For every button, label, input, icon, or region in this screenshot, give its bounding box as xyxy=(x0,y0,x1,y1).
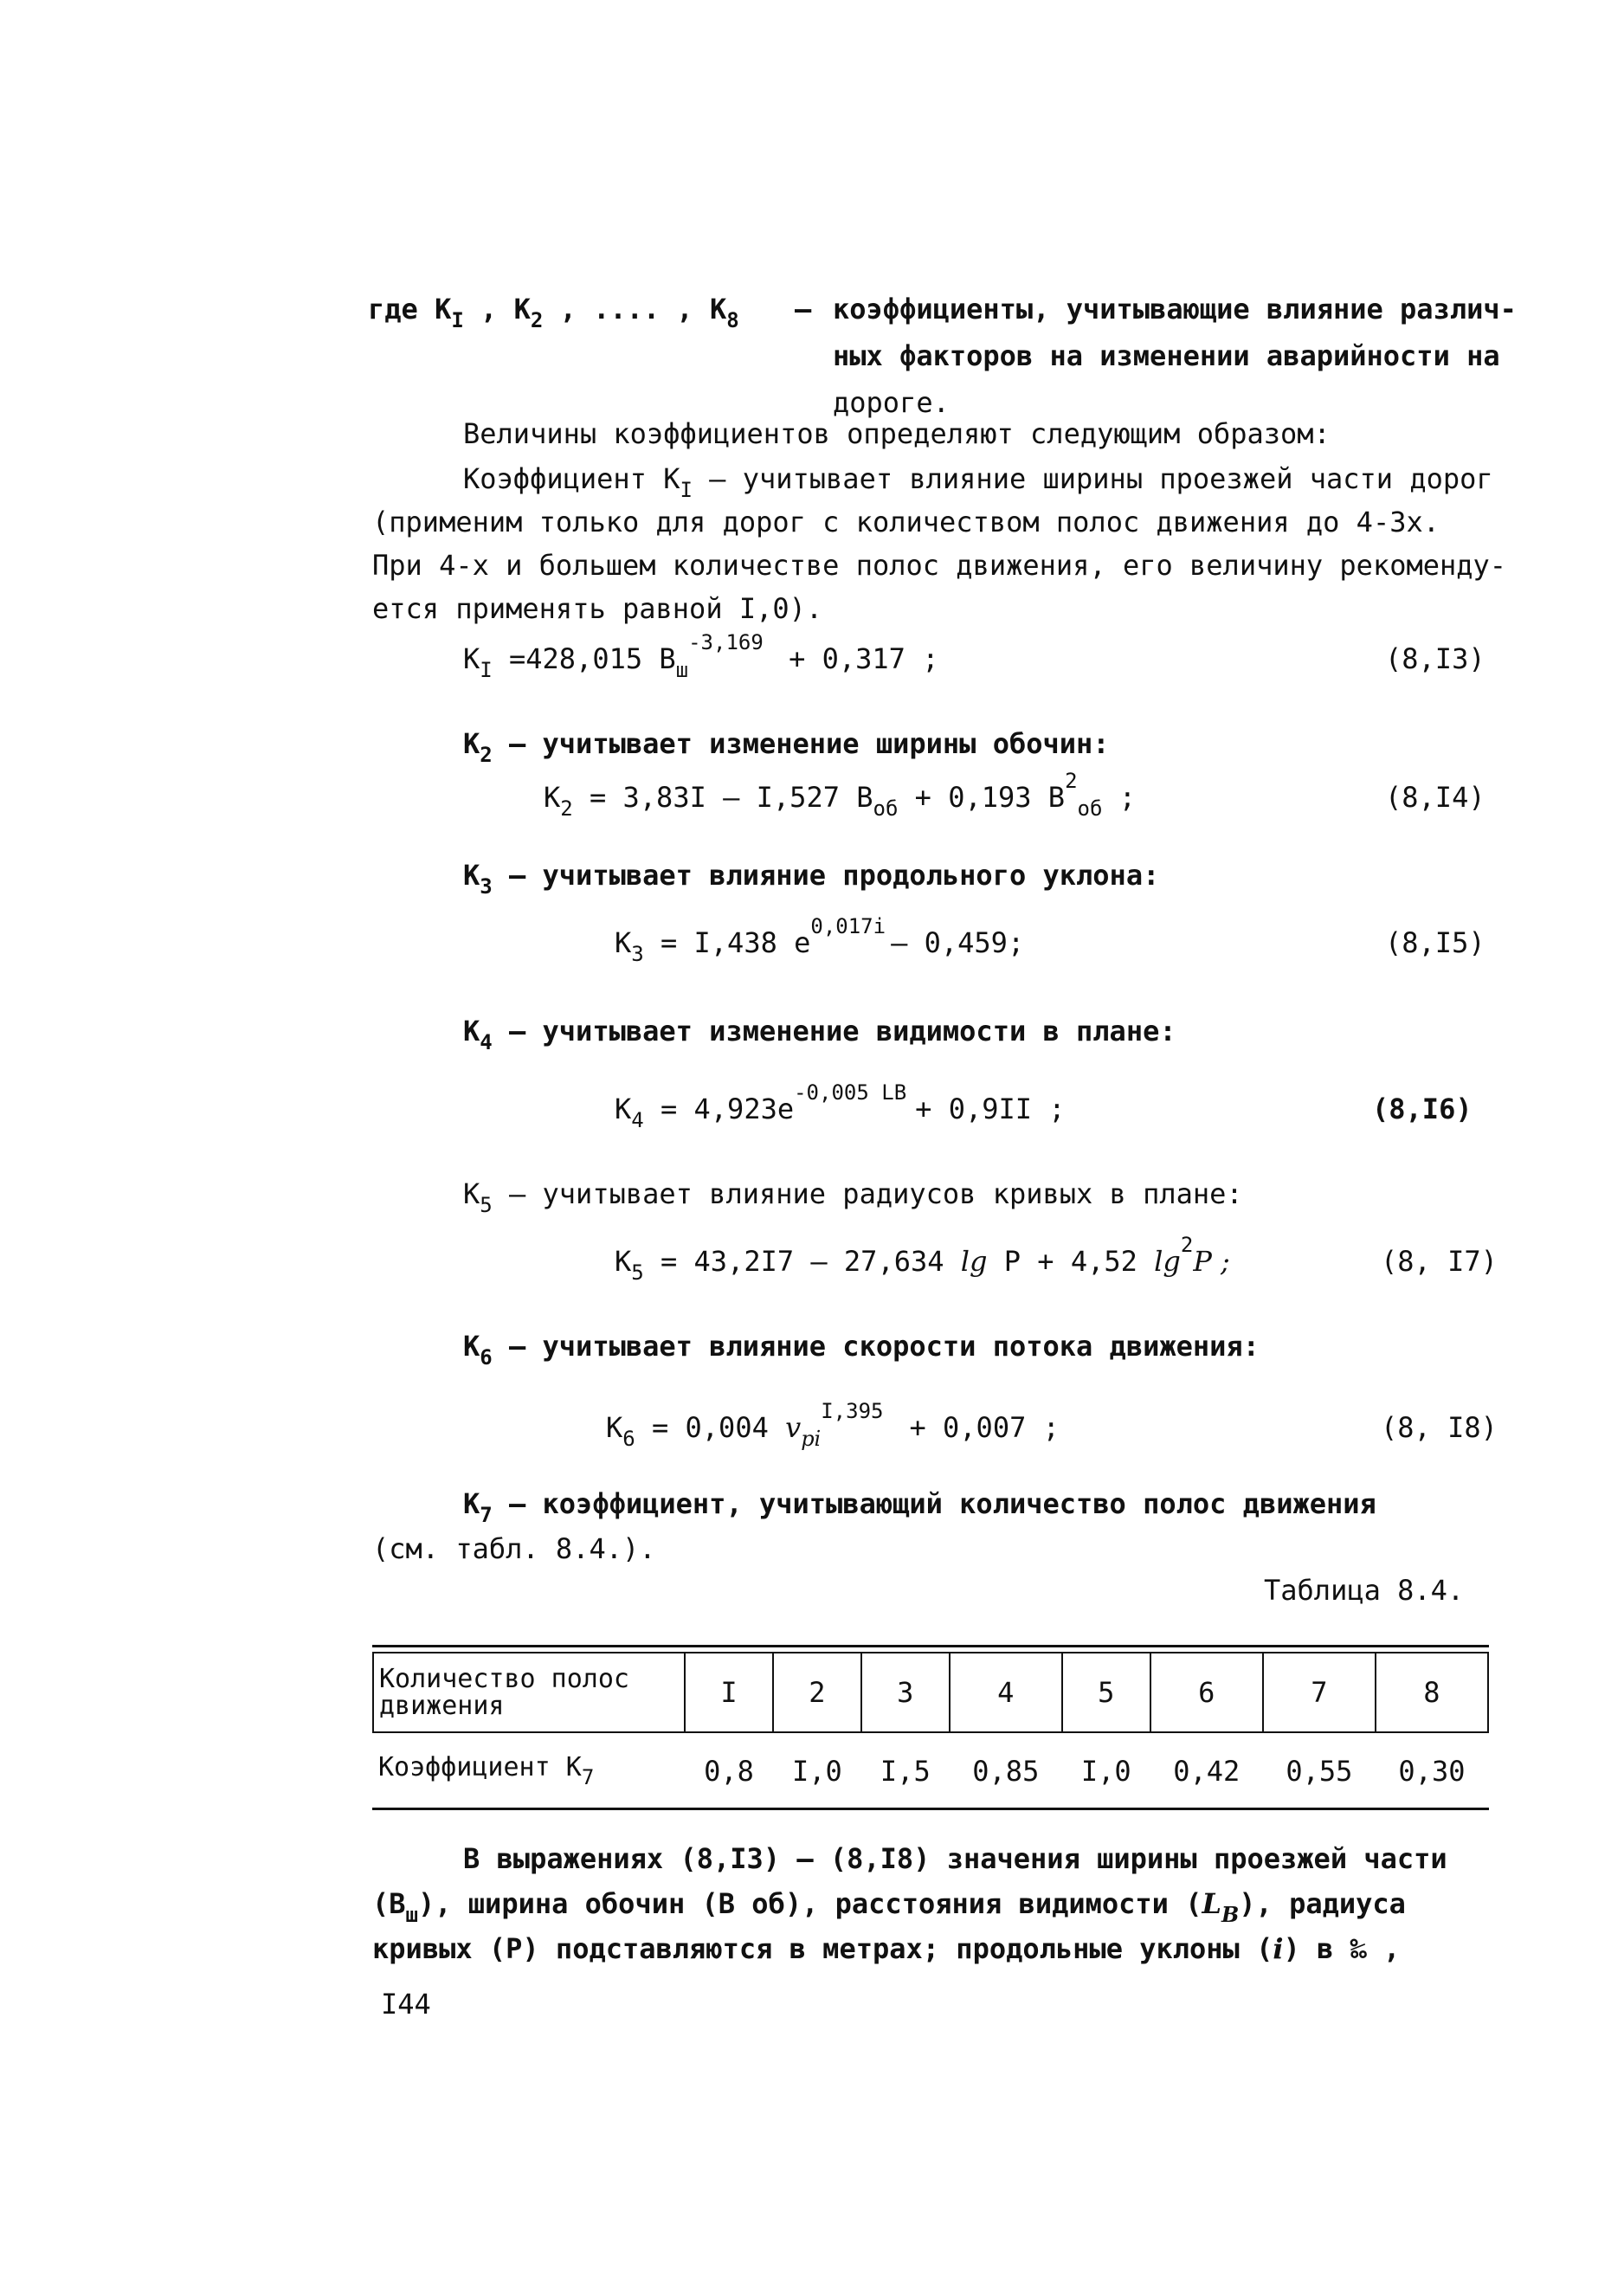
table-bottom-rule xyxy=(372,1808,1489,1810)
paragraph-2-line-1: Коэффициент $К_I$ – учитывает влияние ширины проезжей части дорог xyxy=(463,462,1493,502)
table-row-lanes xyxy=(373,1653,1488,1732)
table-cell: 7 xyxy=(1263,1653,1376,1732)
table-cell: 0,85 xyxy=(972,1755,1040,1788)
equation-number-8-13: (8,I3) xyxy=(1385,642,1485,675)
intro-lead: где $К_I$ , $К_2$ , .... , $К_8$ xyxy=(368,293,739,332)
table-cell: 2 xyxy=(773,1653,861,1732)
intro-line-2: ных факторов на изменении аварийности на xyxy=(833,339,1500,372)
k7-description-line-1: $К_7$ – коэффициент, учитывающий количество полос движения xyxy=(463,1487,1376,1527)
intro-line-1: коэффициенты, учитывающие влияние различ- xyxy=(833,293,1517,326)
table-cell: 4 xyxy=(950,1653,1062,1732)
table-row-head-lanes: Количество полос движения xyxy=(373,1653,685,1732)
paragraph-2-line-2: (применим только для дорог с количеством полос движения до 4-3х. xyxy=(372,506,1440,538)
paragraph-2-line-4: ется применять равной I,0). xyxy=(372,592,823,625)
table-row-head-coefficient: Коэффициент $К_7$ xyxy=(378,1751,595,1789)
k7-description-line-2: (см. табл. 8.4.). xyxy=(372,1532,656,1565)
table-cell: I,5 xyxy=(880,1755,931,1788)
equation-number-8-17: (8, I7) xyxy=(1381,1245,1498,1278)
equation-number-8-15: (8,I5) xyxy=(1385,926,1485,959)
page-number: I44 xyxy=(381,1988,431,2021)
table-row-coefficient xyxy=(373,1732,1488,1809)
equation-8-18: $К_6 = 0,004$ $v_{pi}^{I,395} + 0,007$ ; xyxy=(606,1399,1060,1451)
final-line-1: В выражениях (8,I3) – (8,I8) значения ширины проезжей части xyxy=(463,1842,1447,1875)
equation-8-14: $К_2 = 3,83I - I,527$ $В_{об} + 0,193$ $В^2_{об}$ ; xyxy=(544,769,1136,821)
k7-table xyxy=(372,1652,1489,1809)
final-line-3: кривых (Р) подставляются в метрах; продольные уклоны (i) в ‰ , xyxy=(372,1932,1401,1965)
k3-description: $К_3$ – учитывает влияние продольного уклона: xyxy=(463,859,1160,899)
k4-description: $К_4$ – учитывает изменение видимости в плане: xyxy=(463,1015,1176,1054)
table-cell: 6 xyxy=(1150,1653,1263,1732)
equation-number-8-16: (8,I6) xyxy=(1372,1093,1473,1125)
table-cell: 0,55 xyxy=(1286,1755,1353,1788)
paragraph-2-line-3: При 4-х и большем количестве полос движения, его величину рекоменду- xyxy=(372,549,1507,582)
table-cell: I xyxy=(685,1653,773,1732)
table-cell: I,0 xyxy=(791,1755,842,1788)
table-cell: 0,42 xyxy=(1173,1755,1241,1788)
table-caption: Таблица 8.4. xyxy=(1264,1574,1465,1607)
table-cell: 5 xyxy=(1062,1653,1150,1732)
final-line-2: $(В_ш)$, ширина обочин (В об), расстояния видимости $(L_В)$, радиуса xyxy=(372,1887,1406,1927)
table-cell: 3 xyxy=(861,1653,950,1732)
k2-description: $К_2$ – учитывает изменение ширины обочин: xyxy=(463,727,1110,767)
table-cell: 0,30 xyxy=(1398,1755,1466,1788)
table-top-rule xyxy=(372,1645,1489,1647)
k5-description: $К_5$ – учитывает влияние радиусов кривых в плане: xyxy=(463,1177,1243,1217)
intro-dash: – xyxy=(795,293,812,326)
equation-8-16: $К_4 = 4,923е^{-0,005 LВ} + 0,9II$ ; xyxy=(615,1080,1066,1132)
equation-8-15: $К_3 = I,438$ $е^{0,017i} - 0,459$; xyxy=(615,914,1025,966)
table-cell: I,0 xyxy=(1080,1755,1131,1788)
equation-8-13: $К_I =428,015$ $В_ш^{-3,169} + 0,317$ ; xyxy=(463,630,939,682)
equation-number-8-18: (8, I8) xyxy=(1381,1411,1498,1444)
equation-number-8-14: (8,I4) xyxy=(1385,781,1485,814)
intro-line-3: дороге. xyxy=(833,386,950,419)
paragraph-1: Величины коэффициентов определяют следующим образом: xyxy=(463,417,1331,450)
k6-description: $К_6$ – учитывает влияние скорости потока движения: xyxy=(463,1330,1260,1370)
table-cell: 0,8 xyxy=(704,1755,754,1788)
equation-8-17: $К_5 = 43,2I7 - 27,634$ lg Р + 4,52 $\lg^2Р$ ; xyxy=(615,1233,1230,1285)
table-cell: 8 xyxy=(1376,1653,1488,1732)
